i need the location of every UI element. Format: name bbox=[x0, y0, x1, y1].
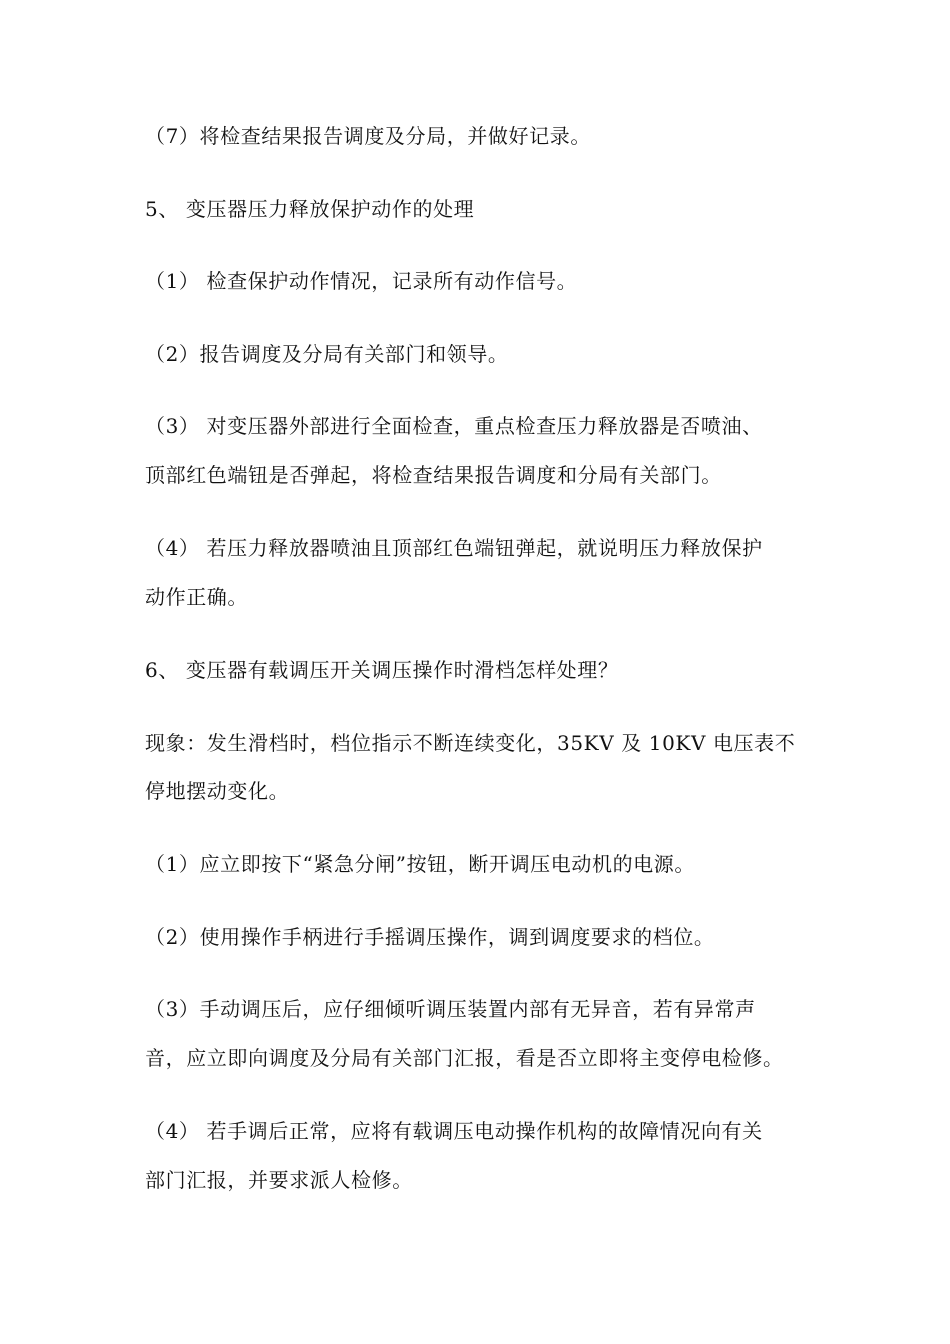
paragraph-line: 动作正确。 bbox=[145, 585, 248, 609]
paragraph-line: （4） 若手调后正常，应将有载调压电动操作机构的故障情况向有关 bbox=[145, 1119, 763, 1143]
paragraph-line: 音，应立即向调度及分局有关部门汇报，看是否立即将主变停电检修。 bbox=[145, 1046, 784, 1070]
paragraph-line: （2）使用操作手柄进行手摇调压操作，调到调度要求的档位。 bbox=[145, 925, 715, 949]
section-heading: 6、 变压器有载调压开关调压操作时滑档怎样处理？ bbox=[145, 658, 619, 682]
paragraph-line: 部门汇报，并要求派人检修。 bbox=[145, 1168, 413, 1192]
paragraph-line: 现象：发生滑档时，档位指示不断连续变化，35KV 及 10KV 电压表不 bbox=[145, 731, 796, 755]
paragraph-line: （4） 若压力释放器喷油且顶部红色端钮弹起，就说明压力释放保护 bbox=[145, 536, 763, 560]
paragraph-line: 停地摆动变化。 bbox=[145, 779, 290, 803]
paragraph-line: （7）将检查结果报告调度及分局，并做好记录。 bbox=[145, 124, 591, 148]
section-heading: 5、 变压器压力释放保护动作的处理 bbox=[145, 197, 475, 221]
paragraph-line: （1） 检查保护动作情况，记录所有动作信号。 bbox=[145, 269, 578, 293]
paragraph-line: （2）报告调度及分局有关部门和领导。 bbox=[145, 342, 509, 366]
paragraph-line: （1）应立即按下“紧急分闸”按钮，断开调压电动机的电源。 bbox=[145, 852, 695, 876]
paragraph-line: 顶部红色端钮是否弹起，将检查结果报告调度和分局有关部门。 bbox=[145, 463, 722, 487]
paragraph-line: （3）手动调压后，应仔细倾听调压装置内部有无异音，若有异常声 bbox=[145, 997, 756, 1021]
paragraph-line: （3） 对变压器外部进行全面检查，重点检查压力释放器是否喷油、 bbox=[145, 414, 763, 438]
